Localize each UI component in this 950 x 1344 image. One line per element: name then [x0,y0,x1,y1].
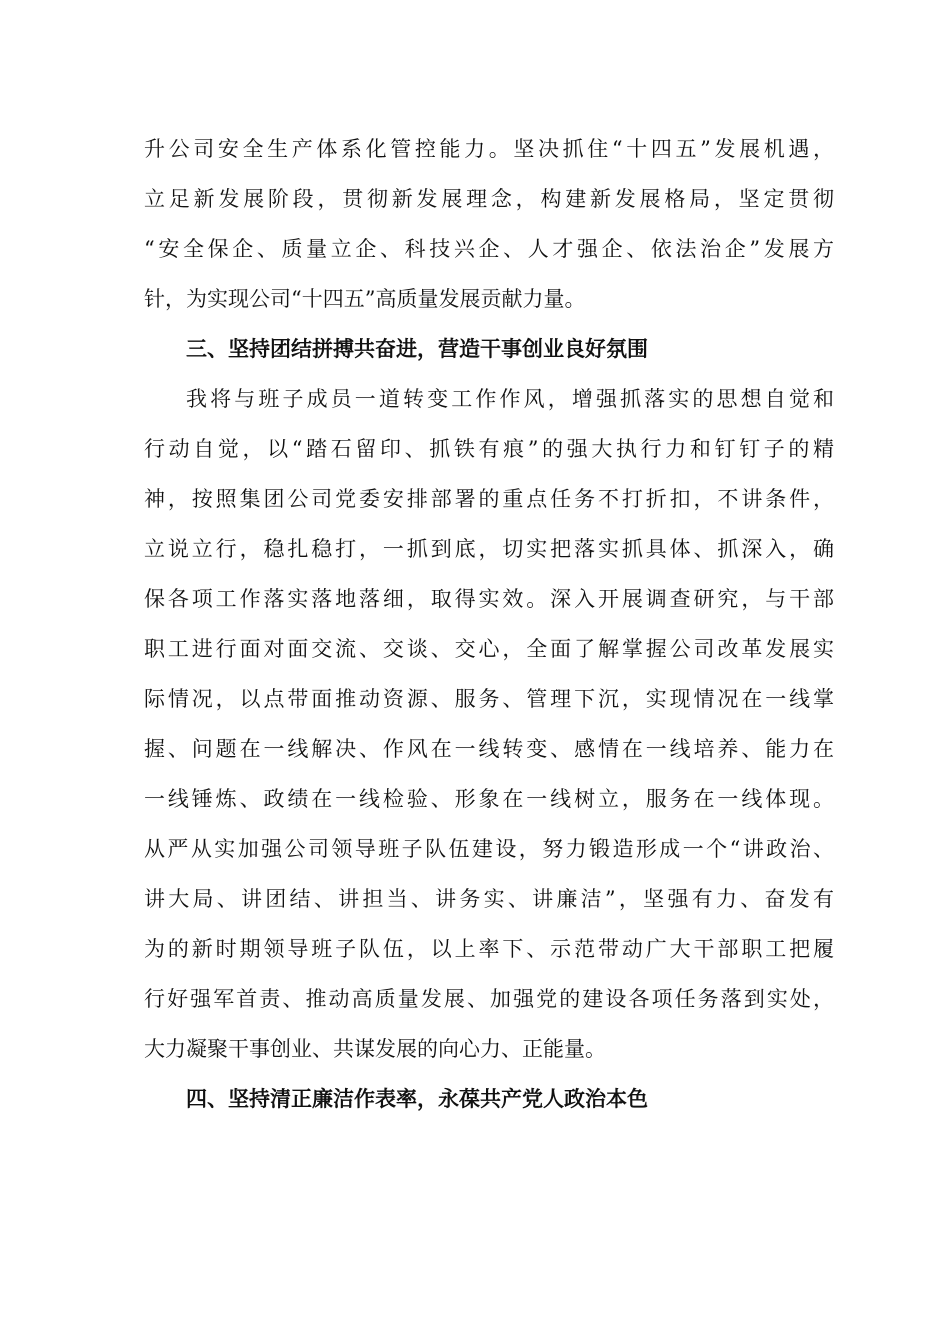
text-line: 职工进行面对面交流、交谈、交心，全面了解掌握公司改革发展实 [144,637,834,661]
text-line: 从严从实加强公司领导班子队伍建设，努力锻造形成一个“讲政治、 [144,837,834,861]
text-line: 讲大局、讲团结、讲担当、讲务实、讲廉洁”，坚强有力、奋发有 [144,887,834,911]
text-line: 立说立行，稳扎稳打，一抓到底，切实把落实抓具体、抓深入，确 [144,537,834,561]
text-line: 神，按照集团公司党委安排部署的重点任务不打折扣，不讲条件， [144,487,834,511]
text-line: 握、问题在一线解决、作风在一线转变、感情在一线培养、能力在 [144,737,834,761]
text-line: “安全保企、质量立企、科技兴企、人才强企、依法治企”发展方 [144,237,834,261]
text-line: 行好强军首责、推动高质量发展、加强党的建设各项任务落到实处， [144,987,834,1011]
text-line: 际情况，以点带面推动资源、服务、管理下沉，实现情况在一线掌 [144,687,834,711]
paragraph-first-line: 我将与班子成员一道转变工作作风，增强抓落实的思想自觉和 [186,387,834,411]
text-line: 针，为实现公司“十四五”高质量发展贡献力量。 [144,287,586,311]
text-line: 保各项工作落实落地落细，取得实效。深入开展调查研究，与干部 [144,587,834,611]
text-line: 立足新发展阶段，贯彻新发展理念，构建新发展格局，坚定贯彻 [144,187,834,211]
section-heading-3: 三、坚持团结拼搏共奋进，营造干事创业良好氛围 [186,336,648,361]
text-line: 升公司安全生产体系化管控能力。坚决抓住“十四五”发展机遇， [144,137,834,161]
text-line: 为的新时期领导班子队伍，以上率下、示范带动广大干部职工把履 [144,937,834,961]
document-body [144,124,834,1124]
text-line: 行动自觉，以“踏石留印、抓铁有痕”的强大执行力和钉钉子的精 [144,437,834,461]
section-heading-4: 四、坚持清正廉洁作表率，永葆共产党人政治本色 [186,1086,648,1111]
text-line: 一线锤炼、政绩在一线检验、形象在一线树立，服务在一线体现。 [144,787,834,811]
text-line: 大力凝聚干事创业、共谋发展的向心力、正能量。 [144,1037,606,1061]
